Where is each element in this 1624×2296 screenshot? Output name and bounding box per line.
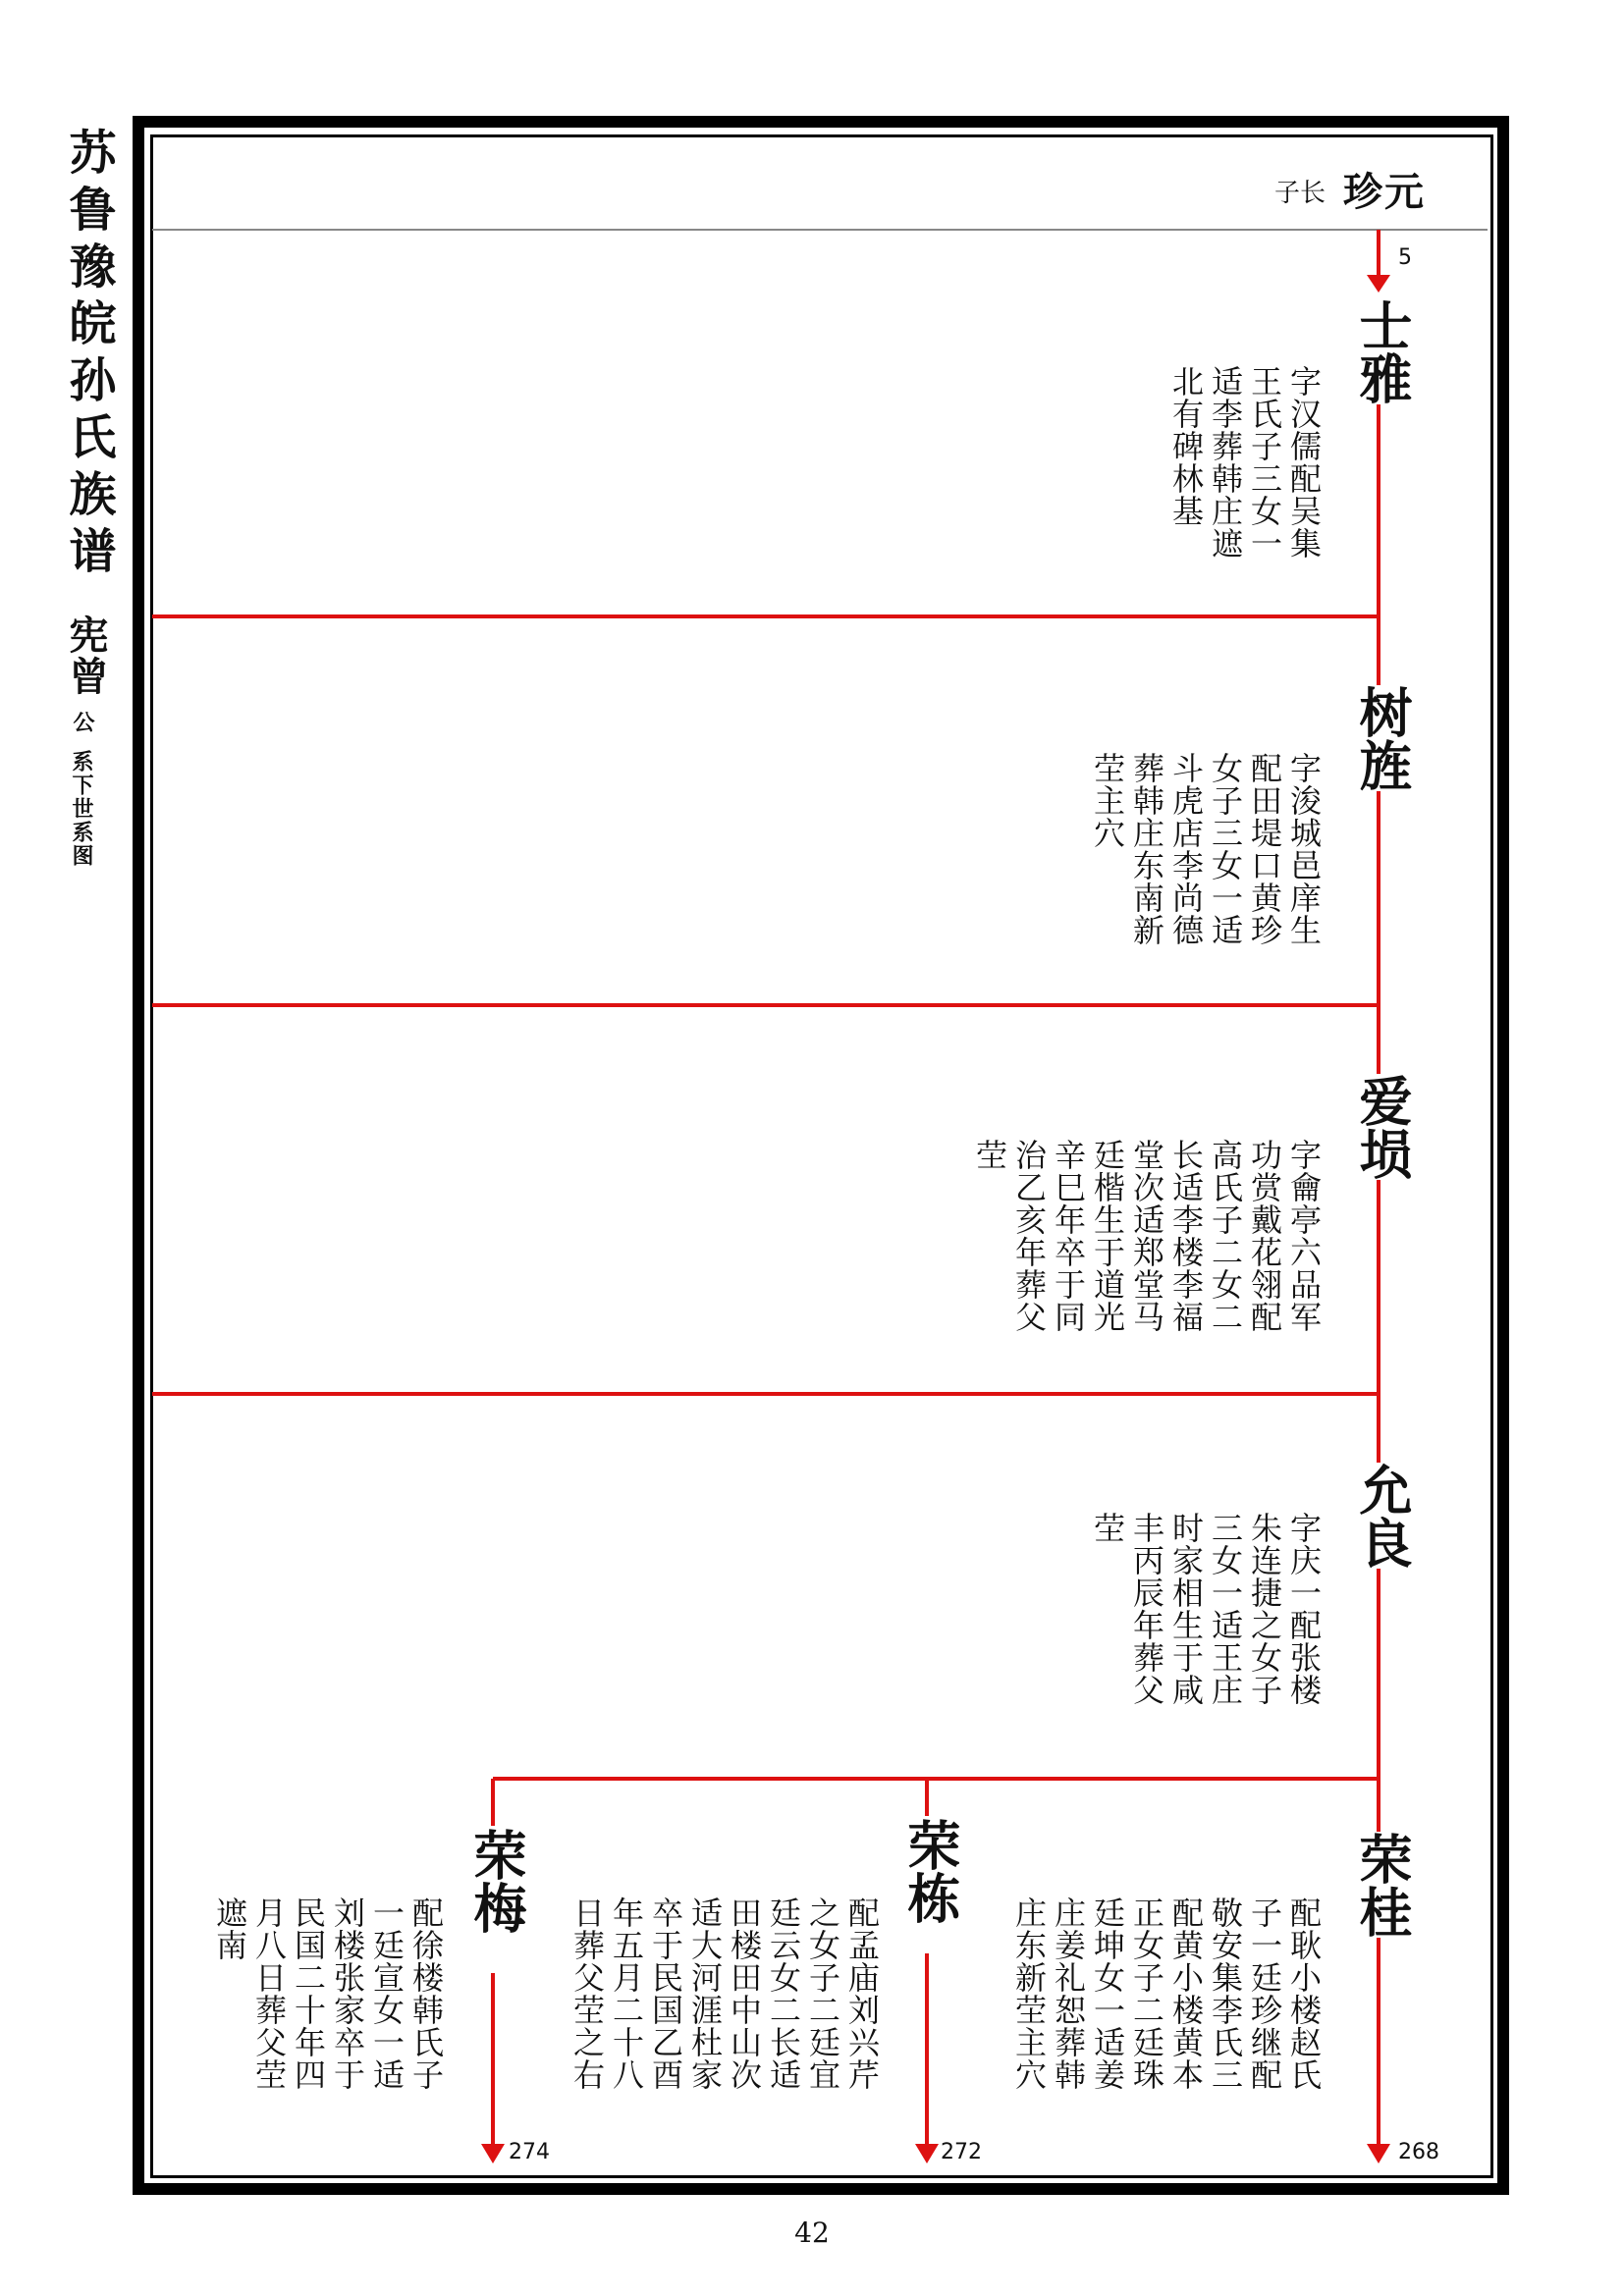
person-desc-col: 廷楷生于道光 bbox=[1089, 1139, 1126, 1333]
person-desc-col: 茔主穴 bbox=[1089, 752, 1126, 849]
child-desc-col: 廷云女二长适 bbox=[765, 1896, 802, 2091]
person-name: 爱埙 bbox=[1347, 1074, 1418, 1180]
child-desc-col: 配耿小楼赵氏 bbox=[1285, 1896, 1323, 2091]
person-name: 树旌 bbox=[1347, 685, 1418, 791]
branch-suffix: 公 bbox=[70, 711, 95, 732]
child-arrow-2 bbox=[915, 2144, 939, 2163]
root-label: 子长 bbox=[1274, 179, 1326, 208]
child-name: 荣桂 bbox=[1347, 1832, 1418, 1938]
child-page-ref: 268 bbox=[1398, 2140, 1439, 2164]
child-desc-col: 遮南 bbox=[211, 1896, 248, 1961]
person-desc-col: 时家相生于咸 bbox=[1167, 1512, 1205, 1706]
child-desc-col: 配徐楼韩氏子 bbox=[407, 1896, 445, 2091]
child-desc-col: 配孟庙刘兴芹 bbox=[843, 1896, 881, 2091]
person-desc-col: 字龠亭六品军 bbox=[1285, 1139, 1323, 1333]
generation-number: 5 bbox=[1398, 245, 1412, 270]
child-name: 荣栋 bbox=[895, 1818, 966, 1924]
person-desc-col: 辛巳年卒于同 bbox=[1050, 1139, 1087, 1333]
person-desc-col: 适李葬韩庄遮 bbox=[1207, 365, 1244, 560]
root-name: 珍元 bbox=[1343, 169, 1426, 215]
child-desc-col: 刘楼张家卒于 bbox=[329, 1896, 366, 2091]
child-desc-col: 适大河涯杜家 bbox=[686, 1896, 724, 2091]
child-arrow-1 bbox=[1367, 2144, 1390, 2163]
person-desc-col: 堂次适郑堂马 bbox=[1128, 1139, 1165, 1333]
branch-name: 宪曾 bbox=[63, 614, 109, 697]
child-desc-col: 民国二十年四 bbox=[290, 1896, 327, 2091]
person-desc-col: 长适李楼李福 bbox=[1167, 1139, 1205, 1333]
person-desc-col: 王氏子三女一 bbox=[1246, 365, 1283, 560]
child-desc-col: 田楼田中山次 bbox=[726, 1896, 763, 2091]
child-desc-col: 配黄小楼黄本 bbox=[1167, 1896, 1205, 2091]
person-desc-col: 高氏子二女二 bbox=[1207, 1139, 1244, 1333]
branch-subtitle: 系下世系图 bbox=[69, 750, 94, 868]
child-desc-col: 子一廷珍继配 bbox=[1246, 1896, 1283, 2091]
person-desc-col: 葬韩庄东南新 bbox=[1128, 752, 1165, 946]
person-desc-col: 女子三女一适 bbox=[1207, 752, 1244, 946]
child-desc-col: 庄姜礼恕葬韩 bbox=[1050, 1896, 1087, 2091]
child-desc-col: 之女子二廷宜 bbox=[804, 1896, 841, 2091]
book-title: 苏鲁豫皖孙氏族谱 bbox=[61, 128, 116, 583]
child-desc-col: 日葬父茔之右 bbox=[568, 1896, 606, 2091]
child-desc-col: 年五月二十八 bbox=[608, 1896, 645, 2091]
child-desc-col: 廷坤女一适姜 bbox=[1089, 1896, 1126, 2091]
page-number: 42 bbox=[794, 2216, 830, 2249]
person-desc-col: 斗虎店李尚德 bbox=[1167, 752, 1205, 946]
person-desc-col: 茔 bbox=[1089, 1512, 1126, 1544]
person-desc-col: 朱连捷之女子 bbox=[1246, 1512, 1283, 1706]
person-desc-col: 字浚城邑庠生 bbox=[1285, 752, 1323, 946]
person-name: 士雅 bbox=[1347, 298, 1418, 404]
person-name: 允良 bbox=[1347, 1463, 1418, 1569]
person-desc-col: 字庆一配张楼 bbox=[1285, 1512, 1323, 1706]
child-desc-col: 一廷宣女一适 bbox=[368, 1896, 406, 2091]
child-desc-col: 卒于民国乙酉 bbox=[647, 1896, 684, 2091]
child-arrow-3 bbox=[481, 2144, 505, 2163]
person-desc-col: 配田堤口黄珍 bbox=[1246, 752, 1283, 946]
child-desc-col: 敬安集李氏三 bbox=[1207, 1896, 1244, 2091]
person-desc-col: 功赏戴花翎配 bbox=[1246, 1139, 1283, 1333]
child-page-ref: 274 bbox=[509, 2140, 550, 2164]
root-arrow-head bbox=[1367, 275, 1390, 293]
child-desc-col: 月八日葬父茔 bbox=[250, 1896, 288, 2091]
child-page-ref: 272 bbox=[941, 2140, 982, 2164]
person-desc-col: 三女一适王庄 bbox=[1207, 1512, 1244, 1706]
person-desc-col: 丰丙辰年葬父 bbox=[1128, 1512, 1165, 1706]
person-desc-col: 治乙亥年葬父 bbox=[1010, 1139, 1048, 1333]
person-desc-col: 北有碑林基 bbox=[1167, 365, 1205, 527]
child-name: 荣梅 bbox=[461, 1828, 532, 1934]
child-desc-col: 正女子二廷珠 bbox=[1128, 1896, 1165, 2091]
person-desc-col: 茔 bbox=[971, 1139, 1008, 1171]
person-desc-col: 字汉儒配吴集 bbox=[1285, 365, 1323, 560]
child-desc-col: 庄东新茔主穴 bbox=[1010, 1896, 1048, 2091]
